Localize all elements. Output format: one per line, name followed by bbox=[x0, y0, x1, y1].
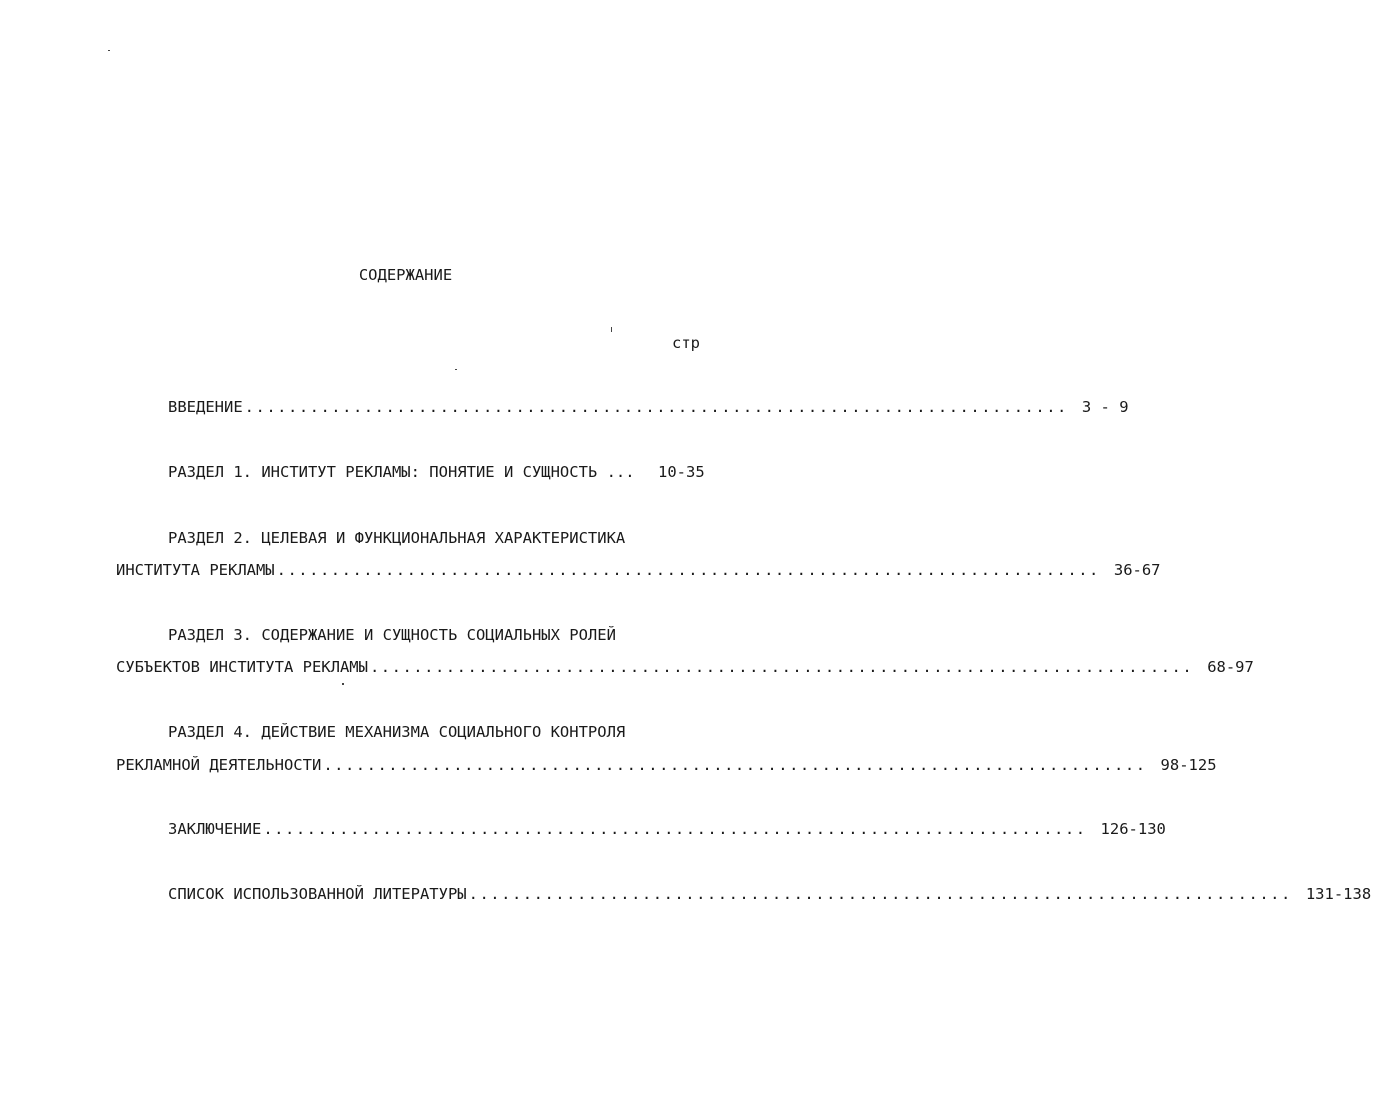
toc-entry-pages: 126-130 bbox=[1100, 820, 1166, 838]
toc-entry-title: СПИСОК ИСПОЛЬЗОВАННОЙ ЛИТЕРАТУРЫ bbox=[168, 885, 467, 903]
toc-entry-section-1 bbox=[168, 463, 738, 485]
scan-speck bbox=[342, 683, 344, 685]
toc-entry-section-2 bbox=[116, 561, 1161, 583]
scan-speck bbox=[611, 327, 612, 332]
toc-leader-dots: ............................................................................ bbox=[244, 398, 1068, 416]
toc-entry-pages: 3 - 9 bbox=[1081, 398, 1129, 416]
toc-entry-title-continued: ИНСТИТУТА РЕКЛАМЫ bbox=[116, 561, 275, 579]
toc-entry-pages: 68-97 bbox=[1207, 658, 1254, 676]
toc-entry-pages: 98-125 bbox=[1160, 756, 1217, 774]
toc-entry-title: ЗАКЛЮЧЕНИЕ bbox=[168, 820, 262, 838]
toc-entry-title-continued: СУБЪЕКТОВ ИНСТИТУТА РЕКЛАМЫ bbox=[116, 658, 368, 676]
toc-entry-bibliography bbox=[168, 885, 1372, 907]
toc-entry-pages: 10-35 bbox=[658, 463, 705, 481]
page-title: СОДЕРЖАНИЕ bbox=[358, 266, 453, 284]
toc-entry-section-4-line1: РАЗДЕЛ 4. ДЕЙСТВИЕ МЕХАНИЗМА СОЦИАЛЬНОГО КОНТРОЛЯ bbox=[168, 723, 626, 741]
toc-entry-pages: 131-138 bbox=[1305, 885, 1372, 903]
toc-entry-introduction bbox=[168, 398, 1129, 420]
toc-entry-section-3-line1: РАЗДЕЛ 3. СОДЕРЖАНИЕ И СУЩНОСТЬ СОЦИАЛЬНЫХ РОЛЕЙ bbox=[168, 626, 616, 644]
toc-leader-dots: ............................................................................ bbox=[276, 561, 1100, 579]
toc-entry-section-2-line1: РАЗДЕЛ 2. ЦЕЛЕВАЯ И ФУНКЦИОНАЛЬНАЯ ХАРАКТЕРИСТИКА bbox=[168, 529, 626, 547]
toc-leader-dots: ............................................................................ bbox=[323, 756, 1147, 774]
toc-entry-title-continued: РЕКЛАМНОЙ ДЕЯТЕЛЬНОСТИ bbox=[116, 756, 322, 774]
toc-entry-section-4 bbox=[116, 756, 1217, 778]
scan-speck bbox=[455, 369, 457, 370]
toc-entry-conclusion bbox=[168, 820, 1166, 842]
scan-speck bbox=[108, 50, 110, 51]
page-column-header: стр bbox=[672, 334, 700, 352]
toc-entry-pages: 36-67 bbox=[1113, 561, 1161, 579]
toc-entry-title: РАЗДЕЛ 1. ИНСТИТУТ РЕКЛАМЫ: ПОНЯТИЕ И СУЩНОСТЬ ... bbox=[168, 463, 635, 481]
toc-entry-title: ВВЕДЕНИЕ bbox=[168, 398, 243, 416]
toc-leader-dots: ............................................................................ bbox=[468, 885, 1292, 903]
toc-leader-dots: ............................................................................ bbox=[263, 820, 1087, 838]
toc-entry-section-3 bbox=[116, 658, 1254, 680]
toc-leader-dots: ............................................................................ bbox=[369, 658, 1194, 676]
